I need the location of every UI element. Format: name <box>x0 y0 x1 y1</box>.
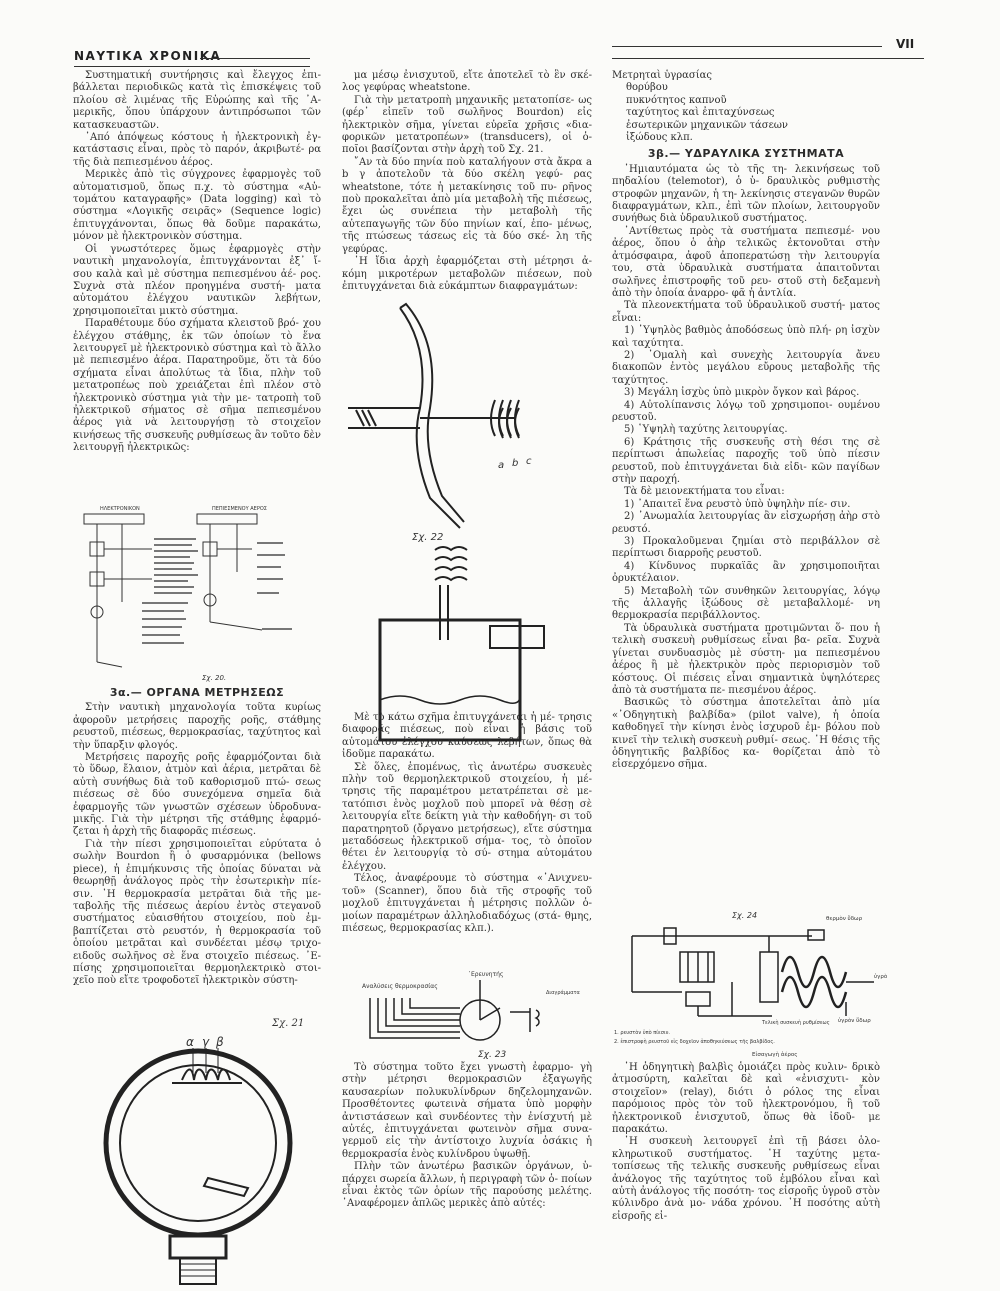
figure-22-diaphragm-transducer <box>340 300 590 700</box>
figure-24-hydraulic-system <box>612 912 894 1060</box>
header-rule-right <box>612 46 882 47</box>
fig22-caption: Σχ. 22 <box>412 532 444 543</box>
svg-text:a: a <box>498 460 505 471</box>
paragraph: Τέλος, ἀναφέρουμε τὸ σύστημα «᾿Ανιχνευ- τοῦ» (Scanner), ὅπου διὰ τῆς στροφῆς τοῦ μοχλοῦ ἐπιτυγχάνεται ἡ μέτρησις πολλῶν ὁ- μοίων παραμέτρων ἀλληλοδιαδόχως (στά- θμης, πιέσεως, θερμοκρασίας κλπ.). <box>342 873 592 934</box>
paragraph: Μερικὲς ἀπὸ τὶς σύγχρονες ἐφαρμογὲς τοῦ αὐτοματισμοῦ, ὅπως π.χ. τὸ σύστημα «Αὐ- τομάτου καταγραφῆς» (Data logging) καὶ τὸ σύστημα «Λογικῆς σειρᾶς» (Sequence logic) ἐπιτυγχάνονται, ὅπως θὰ δοῦμε παρακάτω, μόνον μὲ ἠλεκτρονικὸν σύστημα. <box>73 169 321 243</box>
advantage-item: 1) ῾Υψηλὸς βαθμὸς ἀποδόσεως ὑπὸ πλή- ρη ἰσχὺν καὶ ταχύτητα. <box>612 325 880 349</box>
list-item: ἰξώδους κλπ. <box>626 132 693 144</box>
paragraph: Συστηματική συντήρησις καὶ ἔλεγχος ἐπι- βάλλεται περιοδικῶς κατὰ τὶς ἐπισκέψεις τοῦ πλοίου σὲ λιμένας τῆς Εὐρώπης καὶ τῆς ᾿Α- μερικῆς, ὅπου ὑπάρχουν ἀντιπρόσωποι τῶν κατασκευαστῶν. <box>73 70 321 131</box>
header-rule-right-lower <box>612 58 924 59</box>
disadvantage-item: 1) ᾿Απαιτεῖ ἕνα ρευστὸ ὑπὸ ὑψηλὴν πίε- σιν. <box>624 498 851 510</box>
paragraph: Παραθέτουμε δύο σχήματα κλειστοῦ βρό- χου ἐλέγχου στάθμης, ἐκ τῶν ὁποίων τὸ ἕνα λειτουργεῖ μὲ ἠλεκτρονικὸ σύστημα καὶ τὸ ἄλλο μὲ πεπιεσμένο ἀέρα. Παρατηροῦμε, ὅτι τὰ δύο σχήματα εἶναι ἀπολύτως τὰ ἴδια, πλὴν τοῦ μετατροπέως ποὺ χρειάζεται ἐπὶ πλέον στὸ ἠλεκτρονικὸ σύστημα γιὰ τὴν με- τατροπὴ τοῦ ἠλεκτρικοῦ σήματος σὲ σῆμα πεπιεσμένου ἀέρος γιὰ νὰ λειτουργήσῃ τὸ στοιχεῖον κινήσεως τῆς συσκευῆς ρυθμίσεως ἂν τοῦτο δὲν λειτουργῇ ἠλεκτρικῶς: <box>73 318 321 454</box>
fig24-label-final: Τελικὴ συσκευὴ ρυθμίσεως <box>762 1020 830 1026</box>
header-rule-left-lower <box>74 66 310 67</box>
fig23-label-scanner: ᾿Ερευνητής <box>468 971 504 978</box>
list-item: πυκνότητος καπνοῦ <box>626 94 727 106</box>
fig20-label-electronic: ΗΛΕΚΤΡΟΝΙΚΟΝ <box>100 506 140 512</box>
column-2 <box>342 70 592 293</box>
page-number: VII <box>896 37 915 51</box>
paragraph: ῾Η ἴδια ἀρχὴ ἐφαρμόζεται στὴ μέτρησι ἀ- κόμη μικροτέρων μεταβολῶν πιέσεων, ποὺ ἐπιτυγχάνεται διὰ εὐκάμπτων διαφραγμάτων: <box>342 256 592 292</box>
fig24-caption: Σχ. 24 <box>732 911 758 920</box>
column-3 <box>612 70 880 772</box>
column-2-lower <box>342 1062 592 1211</box>
advantage-item: 2) ᾿Ομαλὴ καὶ συνεχὴς λειτουργία ἄνευ διακοπῶν ἐντὸς μεγάλου εὔρους μεταβολῆς τῆς ταχύτητος. <box>612 349 880 386</box>
advantage-item: 4) Αὐτολίπανσις λόγῳ τοῦ χρησιμοποι- ουμένου ρευστοῦ. <box>612 399 880 423</box>
paragraph: Μὲ τὸ κάτω σχῆμα ἐπιτυγχάνεται ἡ μέ- τρησις διαφορᾶς πιέσεως, ποὺ εἶναι ἡ βάσις τοῦ αὐτομάτου ἐλέγχου καύσεως λεβήτων, ὅπως θὰ ἰδοῦμε παρακάτω. <box>342 712 592 761</box>
section-title-instruments: 3α.— ΟΡΓΑΝΑ ΜΕΤΡΗΣΕΩΣ <box>109 686 285 699</box>
fig24-label-cold-water: ὑγρὸν ὕδωρ <box>838 1018 871 1024</box>
meters-list <box>612 82 880 144</box>
paragraph: Γιὰ τὴν πίεσι χρησιμοποιεῖται εὐρύτατα ὁ σωλὴν Bourdon ἢ ὁ φυσαρμόνικα (bellows piece), ἡ ἐπιμήκυνσις τῆς ὁποίας δύναται νὰ θεωρηθῇ ἀνάλογος πρὸς τὴν ἐσωτερικὴν πίε- σιν. ᾿Η θερμοκρασία μετρᾶται διὰ τῆς με- ταβολῆς τῆς πιέσεως ἀερίου ἐντὸς στεγανοῦ συστήματος εὐαισθήτου στοιχείου, ποὺ ἐμ- βαπτίζεται στὸ ρευστόν, ἡ θερμοκρασία τοῦ ὁποίου μετρᾶται καὶ συνδέεται μέσῳ τριχο- ειδοῦς σωλῆνος σὲ ἕνα στοιχεῖο πιέσεως. ᾿Ε- πίσης χρησιμοποιεῖται θερμοηλεκτρικὸ στοι- χεῖο ποὺ εἴτε τροφοδοτεῖ ἠλεκτρικὸν σύστη- <box>73 838 321 987</box>
paragraph: Στὴν ναυτικὴ μηχανολογία τοῦτα κυρίως ἀφοροῦν μετρήσεις παροχῆς ροῆς, στάθμης ρευστοῦ, πιέσεως, θερμοκρασίας, ταχύτητος καὶ τὴν ὕπαρξιν φλογός. <box>73 702 321 751</box>
fig24-label-hot-water: θερμὸν ὕδωρ <box>826 916 863 922</box>
column-1-lower <box>73 683 321 988</box>
paragraph: Πλὴν τῶν ἀνωτέρω βασικῶν ὀργάνων, ὑ- πάρχει σωρεία ἄλλων, ἡ περιγραφὴ τῶν ὁ- ποίων εἶναι ἐκτὸς τῶν ὁρίων τῆς παρούσης μελέτης. ᾿Αναφέρομεν ἁπλῶς μερικὲς ἀπὸ αὐτές: <box>342 1161 592 1210</box>
fig23-label-right: Διαγράμματα <box>546 990 580 996</box>
journal-title: ΝΑΥΤΙΚΑ ΧΡΟΝΙΚΑ <box>74 49 222 63</box>
paragraph: Τὰ δὲ μειονεκτήματα του εἶναι: <box>624 486 785 498</box>
disadvantage-item: 4) Κίνδυνος πυρκαϊᾶς ἂν χρησιμοποιῆται ὀρυκτέλαιον. <box>612 560 880 585</box>
fig21-label-gamma: γ <box>202 1035 210 1049</box>
column-2-middle <box>342 712 592 935</box>
disadvantage-item: 2) ᾿Ανωμαλία λειτουργίας ἂν εἰσχωρήσῃ ἀὴρ στὸ ρευστό. <box>612 511 880 535</box>
fig24-label-vapor: ὑγρὸ <box>874 974 888 980</box>
paragraph: ῎Αν τὰ δύο πηνία ποὺ καταλήγουν στὰ ἄκρα a b γ ἀποτελοῦν τὰ δύο σκέλη γεφύ- ρας wheatstone, τότε ἡ μετακίνησις τοῦ πυ- ρῆνος ποὺ προκαλεῖται ἀπὸ μία μεταβολὴ τῆς πιέσεως, ἔχει ὡς συνέπεια τὴν μεταβολὴ τῆς αὐτεπαγωγῆς τῶν δύο πηνίων καί, ἐπο- μένως, τῆς πτώσεως τάσεως εἰς τὰ δύο σκέ- λη τῆς γεφύρας. <box>342 156 592 255</box>
section-title-hydraulics: 3β.— ΥΔΡΑΥΛΙΚΑ ΣΥΣΤΗΜΑΤΑ <box>647 147 845 161</box>
fig23-label-thermocouples: Αναλύσεις θερμοκρασίας <box>362 983 438 990</box>
paragraph: ῾Η ὁδηγητικὴ βαλβὶς ὁμοιάζει πρὸς κυλιν- δρικὸ ἀτμοσύρτη, καλεῖται δὲ καὶ «ἐνισχυτι- κὸν στοιχεῖον» (relay), διότι ὁ ρόλος της εἶναι παρόμοιος πρὸς τὸν τοῦ ἠλεκτρονόμου, ἢ τοῦ ἠλεκτρονικοῦ ἐνισχυτοῦ, ὅπως θὰ ἰδοῦ- με παρακάτω. <box>612 1062 880 1136</box>
fig20-caption: Σχ. 20. <box>202 674 227 682</box>
svg-text:c: c <box>526 456 532 467</box>
svg-text:b: b <box>512 458 519 469</box>
advantage-item: 5) ῾Υψηλὴ ταχύτης λειτουργίας. <box>624 424 788 436</box>
fig24-legend-2: 2. ἐπιστροφὴ ρευστοῦ εἰς δοχεῖον ἀποθηκεύσεως τῆς βαλβίδος. <box>614 1039 775 1045</box>
fig21-label-alpha: α <box>186 1035 194 1049</box>
paragraph: Σὲ ὅλες, ἑπομένως, τὶς ἀνωτέρω συσκευὲς πλὴν τοῦ θερμοηλεκτρικοῦ στοιχείου, ἡ μέ- τρησις τῆς παραμέτρου μετατρέπεται σὲ με- τατόπισι ἑνὸς μοχλοῦ ποὺ μπορεῖ νὰ θέσῃ σὲ λειτουργία εἴτε δείκτη γιὰ τὴν καθοδήγη- σι τοῦ παρατηρητοῦ (ὄργανο μετρήσεως), εἴτε σύστημα μεταδόσεως ἠλεκτρικοῦ σήμα- τος, τὸ ὁποῖον θέτει ἐν λειτουργίᾳ τὸ σύ- στημα αὐτομάτου ἐλέγχου. <box>342 761 592 872</box>
fig21-label-beta: β <box>216 1035 224 1049</box>
figure-20-level-control-diagram <box>62 502 302 682</box>
fig20-label-pneumatic: ΠΕΠΙΕΣΜΕΝΟΥ ΑΕΡΟΣ <box>212 506 267 512</box>
list-intro: Μετρηταὶ ὑγρασίας <box>612 70 712 81</box>
paragraph: Μετρήσεις παροχῆς ροῆς ἐφαρμόζονται διὰ τὸ ὕδωρ, ἔλαιον, ἀτμὸν καὶ ἀέρια, μετρᾶται δὲ αὐτὴ συνήθως διὰ τοῦ καθορισμοῦ πτώ- σεως πιέσεως σὲ δύο συνεχόμενα σημεῖα διὰ ἐφαρμογῆς τῶν γνωστῶν σχέσεων ὑδροδυνα- μικῆς. Γιὰ τὴν μέτρησι τῆς στάθμης ἐφαρμό- ζεται ἡ ἀρχὴ τῆς διαφορᾶς πιέσεως. <box>73 752 321 838</box>
fig21-caption: Σχ. 21 <box>272 1018 305 1029</box>
paragraph: Τὸ σύστημα τοῦτο ἔχει γνωστὴ ἐφαρμο- γὴ στὴν μέτρησι θερμοκρασιῶν ἐξαγωγῆς καυσαερίων πολυκυλίνδρων δηζελομηχανῶν. Προσθέτοντες φωτεινὰ σήματα ὑπὸ μορφὴν ἀντιστάσεων καὶ συνδέοντες τὴν ἐνίσχυτή μὲ αὐτές, ἐπιτυγχάνεται φωτεινὸν σῆμα συνα- γερμοῦ εἰς τὴν ἀντίστοιχο λυχνία ὁσάκις ἡ θερμοκρασία ἑνὸς κυλίνδρου ὑψωθῇ. <box>342 1062 592 1160</box>
fig23-caption: Σχ. 23 <box>478 1050 507 1060</box>
paragraph: Οἱ γνωστότερες ὅμως ἐφαρμογὲς στὴν ναυτικὴ μηχανολογία, ἐπιτυγχάνονται ἐξ᾿ ἴ- σου καλὰ καὶ μὲ σύστημα πεπιεσμένου ἀέ- ρος. Συχνὰ στὰ πλέον προηγμένα συστή- ματα αὐτομάτου ἐλέγχου ναυτικῶν λεβήτων, χρησιμοποιεῖται μικτὸ σύστημα. <box>73 243 321 317</box>
column-3-lower <box>612 1062 880 1223</box>
paragraph: Γιὰ τὴν μετατροπὴ μηχανικῆς μετατοπίσε- ως (φέρ᾿ εἰπεῖν τοῦ σωλῆνος Bourdon) εἰς ἠλεκτρικὸν σῆμα, γίνεται εὐρεῖα χρῆσις «δια- φορικῶν μετατροπέων» (transducers), οἱ ὁ- ποῖοι βασίζονται στὴν ἀρχὴ τοῦ Σχ. 21. <box>342 94 592 156</box>
paragraph: ῾Η συσκευὴ λειτουργεῖ ἐπὶ τῇ βάσει ὁλο- κληρωτικοῦ συστήματος. ῾Η ταχύτης μετα- τοπίσεως τῆς τελικῆς συσκευῆς ρυθμίσεως εἶναι ἀνάλογος τῆς ταχύτητος τοῦ ἐμβόλου εἶναι καὶ αὐτὴ ἀνάλογος τῆς ποσότη- τος εἰσροῆς ὑγροῦ στὸν κύλινδρο ἀνὰ μο- νάδα χρόνου. ῾Η ποσότης αὐτὴ εἰσροῆς εἰ- <box>612 1136 880 1222</box>
paragraph: ῾Ημιαυτόματα ὡς τὸ τῆς τη- λεκινήσεως τοῦ πηδαλίου (telemotor), ὁ ὑ- δραυλικὸς ρυθμιστὴς στροφῶν μηχανῶν, ἡ τη- λεκίνησις στεγανῶν θυρῶν διαφραγμάτων, κλπ., ἐπὶ τῶν πλοίων, λειτουργοῦν συνήθως διὰ ὑδραυλικοῦ συστήματος. <box>612 163 880 225</box>
figure-21-bourdon-tube <box>98 1028 298 1284</box>
figure-23-scanner <box>360 968 600 1060</box>
fig24-label-outlet: Εἰσαγωγὴ ἀέρος <box>752 1052 798 1058</box>
paragraph: μα μέσῳ ἐνισχυτοῦ, εἴτε ἀποτελεῖ τὸ ἓν σκέ- λος γεφύρας wheatstone. <box>342 70 592 94</box>
advantage-item: 6) Κράτησις τῆς συσκευῆς στὴ θέσι της σὲ περίπτωσι ἀπωλείας παροχῆς τοῦ ὑπὸ πίεσιν ρευστοῦ, ποὺ ἐπιτυγχάνεται διὰ εἰδι- κῶν παγίδων στὴν παροχή. <box>612 436 880 485</box>
paragraph: ᾿Αντίθετως πρὸς τὰ συστήματα πεπιεσμέ- νου ἀέρος, ὅπου ὁ ἀὴρ τελικῶς ἐκτονοῦται στὴν ἀτμόσφαιρα, ἀφοῦ ἀποπερατώσῃ τὴν λειτουργία του, στὰ ὑδραυλικὰ συστήματα ἀπαιτοῦνται σωλῆνες ἐπιστροφῆς τοῦ ρευ- στοῦ στὴ δεξαμενὴ ἀπὸ τὴν ὁποία ἀναρρο- φᾶ ἡ ἀντλία. <box>612 225 880 299</box>
disadvantage-item: 3) Προκαλοῦμεναι ζημίαι στὸ περιβάλλον σὲ περίπτωσι διαρροῆς ρευστοῦ. <box>612 536 880 560</box>
paragraph: Βασικῶς τὸ σύστημα ἀποτελεῖται ἀπὸ μία «᾿Οδηγητικὴ βαλβίδα» (pilot valve), ἡ ὁποία καθοδηγεῖ τὴν κίνησι ἑνὸς ἰσχυροῦ ἐμ- βόλου ποὺ κινεῖ τὴν τελικὴ συσκευὴ ρυθμί- σεως. ῾Η θέσις τῆς ὁδηγητικῆς βαλβίδος κα- θορίζεται ἀπὸ τὸ εἰσερχόμενο σῆμα. <box>612 697 880 771</box>
header-rule-left <box>200 58 310 59</box>
column-1 <box>73 70 321 455</box>
fig24-legend-1: 1. ρευστὸν ὑπὸ πίεσιν. <box>614 1030 670 1036</box>
list-item: ἐσωτερικῶν μηχανικῶν τάσεων <box>626 119 789 131</box>
advantage-item: 3) Μεγάλη ἰσχὺς ὑπὸ μικρὸν ὄγκον καὶ βάρος. <box>624 387 860 399</box>
paragraph: ᾿Από ἀπόψεως κόστους ἡ ἠλεκτρονικὴ ἐγ- κατάστασις εἶναι, πρὸς τὸ παρόν, ἀκριβωτέ- ρα τῆς διὰ πεπιεσμένου ἀέρος. <box>73 132 321 168</box>
paragraph: Τὰ πλεονεκτήματα τοῦ ὑδραυλικοῦ συστή- ματος εἶναι: <box>612 300 880 324</box>
disadvantage-item: 5) Μεταβολὴ τῶν συνθηκῶν λειτουργίας, λόγῳ τῆς ἀλλαγῆς ἰξώδους σὲ μεταβαλλομέ- νη θερμοκρασία περιβάλλοντος. <box>612 585 880 622</box>
list-item: ταχύτητος καὶ ἐπιταχύνσεως <box>626 107 775 119</box>
list-item: θορύβου <box>626 82 668 94</box>
paragraph: Τὰ ὑδραυλικὰ συστήματα προτιμῶνται ὅ- που ἡ τελικὴ συσκευὴ ρυθμίσεως εἶναι βα- ρεῖα. Συχνὰ γίνεται συνδυασμὸς μὲ σύστη- μα πεπιεσμένου ἀέρος ἢ μὲ ἠλεκτρικὸν πρὸς περιορισμὸν τοῦ κόστους. Οἱ πιέσεις εἶναι σημαντικὰ ὑψηλότερες ἀπὸ τὰ συστήματα πε- πιεσμένου ἀέρος. <box>612 622 880 696</box>
